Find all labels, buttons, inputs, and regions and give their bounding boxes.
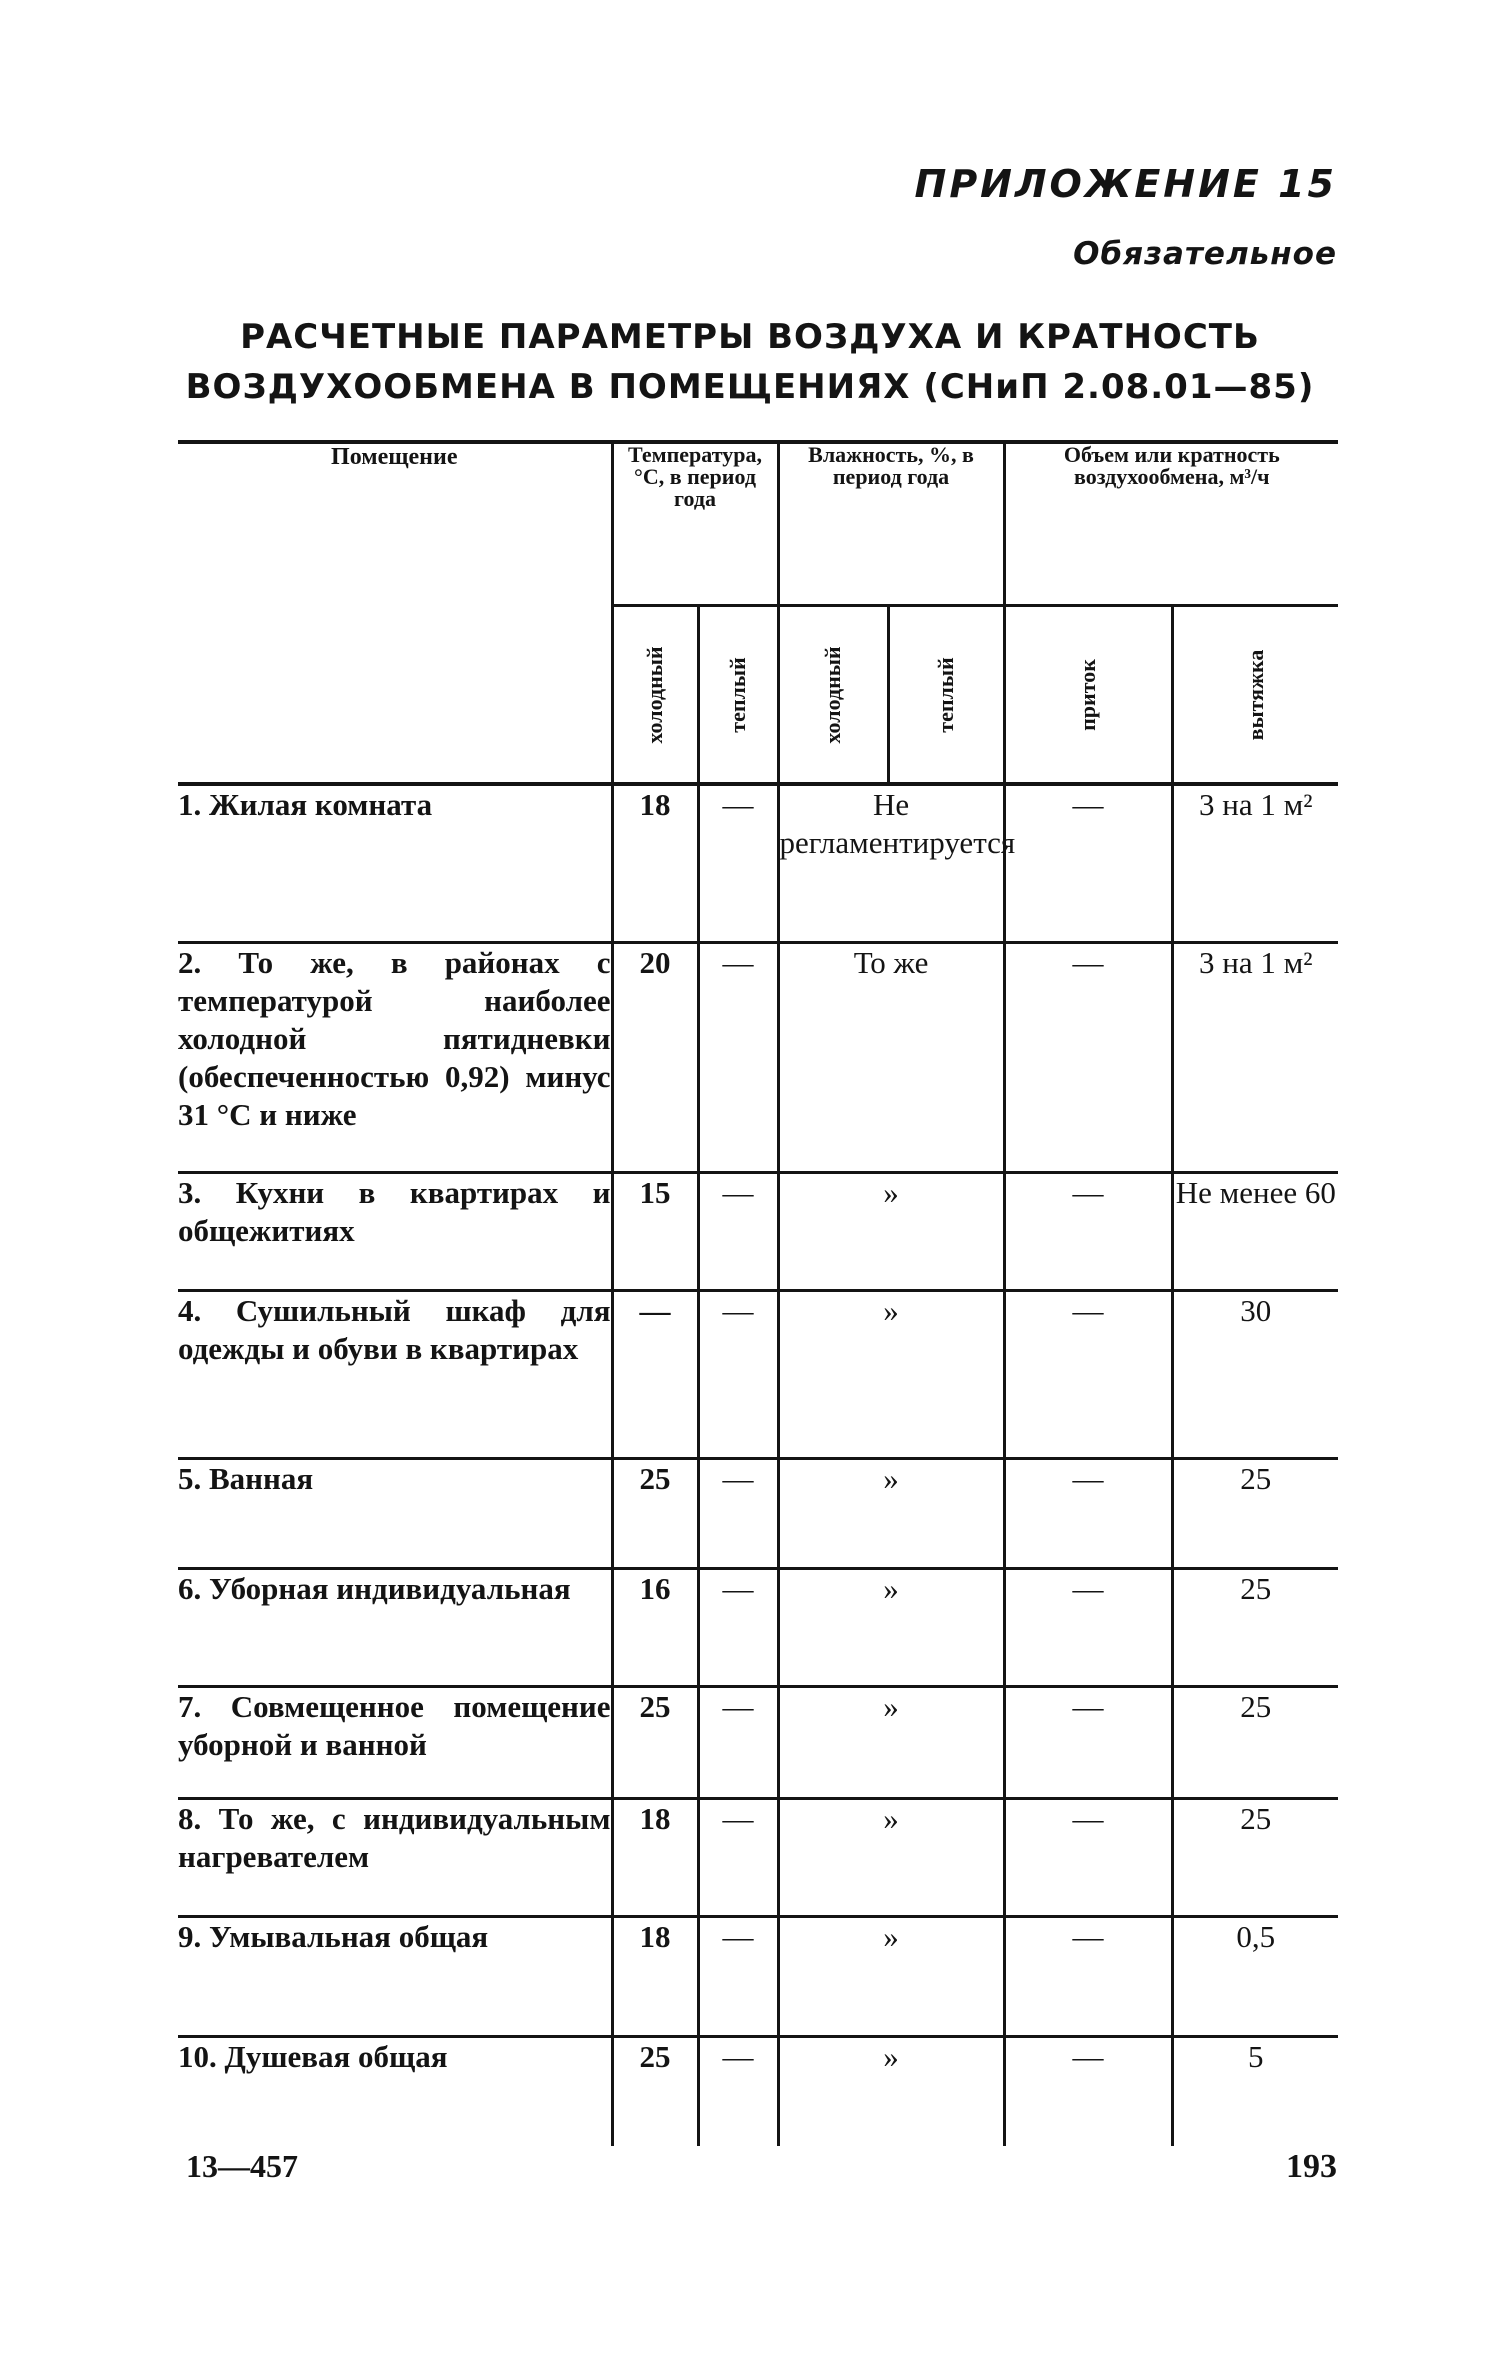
exhaust-value: 30 [1172,1290,1338,1458]
temp-cold-value: 18 [612,784,698,942]
temp-warm-value: — [698,1686,778,1798]
subheader-humidity-cold: холодный [778,606,888,785]
inflow-value: — [1004,1916,1172,2036]
temp-cold-value: 15 [612,1172,698,1290]
room-name: 9. Умывальная общая [178,1916,612,2036]
temp-cold-value: — [612,1290,698,1458]
humidity-value: То же [778,942,1004,1172]
table-row [178,2036,1338,2146]
humidity-value: » [778,1568,1004,1686]
temp-cold-value: 25 [612,1458,698,1568]
exhaust-value: 25 [1172,1458,1338,1568]
temp-warm-value: — [698,784,778,942]
temp-warm-value: — [698,1172,778,1290]
inflow-value: — [1004,1172,1172,1290]
header-humidity: Влажность, %, в период года [778,442,1004,606]
header-air-exchange: Объем или кратность воздухообмена, м³/ч [1004,442,1338,606]
header-temperature: Температура, °С, в период года [612,442,778,606]
inflow-value: — [1004,942,1172,1172]
exhaust-value: 3 на 1 м² [1172,942,1338,1172]
exhaust-value: 25 [1172,1798,1338,1916]
temp-warm-value: — [698,1916,778,2036]
inflow-value: — [1004,1458,1172,1568]
page-number: 193 [1286,2148,1337,2185]
exhaust-value: Не менее 60 [1172,1172,1338,1290]
temp-cold-value: 18 [612,1798,698,1916]
temp-warm-value: — [698,942,778,1172]
room-name: 3. Кухни в квартирах и общежитиях [178,1172,612,1290]
temp-cold-value: 20 [612,942,698,1172]
room-name: 5. Ванная [178,1458,612,1568]
table-row [178,784,1338,942]
humidity-value: » [778,2036,1004,2146]
temp-cold-value: 18 [612,1916,698,2036]
exhaust-value: 0,5 [1172,1916,1338,2036]
temp-warm-value: — [698,1798,778,1916]
table-row [178,1916,1338,2036]
exhaust-value: 5 [1172,2036,1338,2146]
temp-warm-value: — [698,1458,778,1568]
humidity-value: » [778,1458,1004,1568]
room-name: 6. Уборная индивидуальная [178,1568,612,1686]
humidity-value: » [778,1916,1004,2036]
document-code: 13—457 [186,2148,298,2184]
table-row [178,1568,1338,1686]
inflow-value: — [1004,1568,1172,1686]
inflow-value: — [1004,2036,1172,2146]
page-title-line-2: ВОЗДУХООБМЕНА В ПОМЕЩЕНИЯХ (СНиП 2.08.01—85) [185,367,1315,407]
table-row [178,942,1338,1172]
temp-cold-value: 25 [612,2036,698,2146]
room-name: 7. Совмещенное помещение уборной и ванной [178,1686,612,1798]
inflow-value: — [1004,784,1172,942]
inflow-value: — [1004,1798,1172,1916]
temp-cold-value: 25 [612,1686,698,1798]
subheader-humidity-warm: теплый [888,606,1004,785]
subheader-temp-cold: холодный [612,606,698,785]
humidity-value: » [778,1686,1004,1798]
room-name: 8. То же, с индивидуальным нагревателем [178,1798,612,1916]
header-room: Помещение [178,442,612,784]
room-name: 1. Жилая комната [178,784,612,942]
subheader-temp-warm: теплый [698,606,778,785]
temp-warm-value: — [698,1568,778,1686]
room-name: 10. Душевая общая [178,2038,448,2074]
table-row [178,1458,1338,1568]
table-row [178,1798,1338,1916]
humidity-value: » [778,1798,1004,1916]
humidity-value: » [778,1290,1004,1458]
page-title-line-1: РАСЧЕТНЫЕ ПАРАМЕТРЫ ВОЗДУХА И КРАТНОСТЬ [240,317,1260,357]
subheader-inflow: приток [1004,606,1172,785]
temp-cold-value: 16 [612,1568,698,1686]
table-row [178,1172,1338,1290]
inflow-value: — [1004,1686,1172,1798]
room-name: 4. Сушильный шкаф для одежды и обуви в квартирах [178,1290,612,1458]
exhaust-value: 3 на 1 м² [1172,784,1338,942]
room-name: 2. То же, в районах с температурой наиболее холодной пятидневки (обеспеченностью 0,92) минус 31 °С и ниже [178,942,612,1172]
temp-warm-value: — [698,1290,778,1458]
mandatory-label: Обязательное [1073,236,1337,272]
exhaust-value: 25 [1172,1686,1338,1798]
humidity-value: » [778,1172,1004,1290]
table-row [178,1686,1338,1798]
inflow-value: — [1004,1290,1172,1458]
appendix-label: ПРИЛОЖЕНИЕ 15 [914,162,1337,206]
air-parameters-table [178,440,1338,2146]
temp-warm-value: — [698,2036,778,2146]
humidity-value: Не регламентируется [778,784,1004,942]
exhaust-value: 25 [1172,1568,1338,1686]
table-row [178,1290,1338,1458]
subheader-exhaust: вытяжка [1172,606,1338,785]
